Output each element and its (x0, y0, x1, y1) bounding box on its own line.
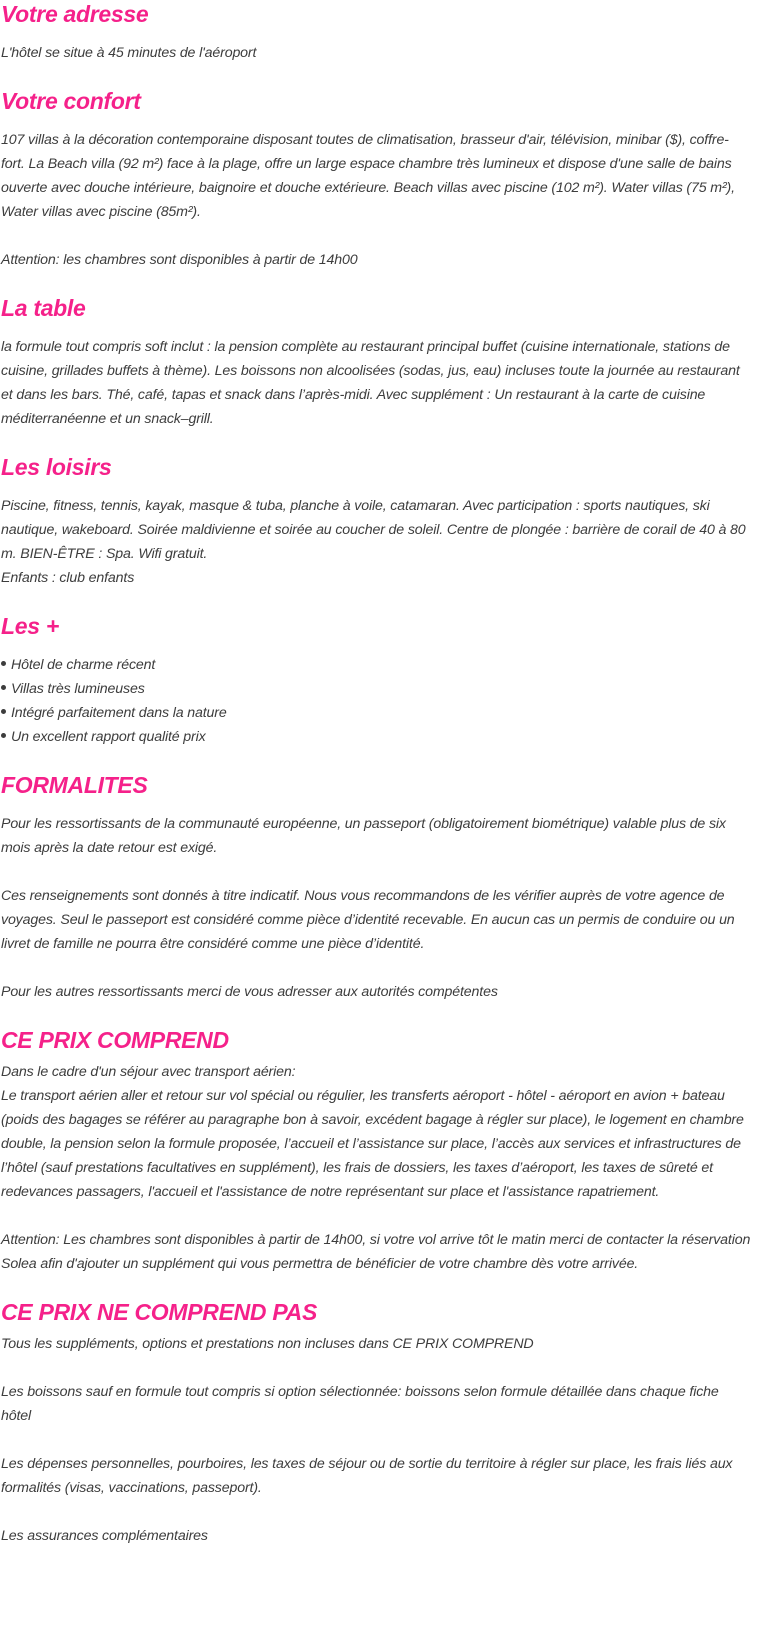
section-plus (1, 612, 751, 749)
confort-description: 107 villas à la décoration contemporaine disposant toutes de climatisation, brasseur d'air, télévision, minibar ($), coffre-fort. La Beach villa (92 m²) face à la plage, offre un large espace chambre très lumineux et dispose d'une salle de bains ouverte avec douche intérieure, baignoire et douche extérieure. Beach villas avec piscine (102 m²). Water villas (75 m²), Water villas avec piscine (85m²). (1, 132, 735, 220)
section-title-prix-comprend: CE PRIX COMPREND (1, 1027, 229, 1053)
bullet-icon (1, 733, 6, 738)
highlight-text: Hôtel de charme récent (11, 657, 156, 673)
table-description: la formule tout compris soft inclut : la pension complète au restaurant principal buffet (cuisine internationale, stations de cuisine, grillades buffets à thème). Les boissons non alcoolisées (sodas, jus, eau) incluses toute la journée au restaurant et dans les bars. Thé, café, tapas et snack dans l’après-midi. Avec supplément : Un restaurant à la carte de cuisine méditerranéenne et un snack–grill. (1, 339, 740, 427)
highlight-item (1, 653, 751, 677)
section-title-plus: Les + (1, 613, 59, 639)
comprend-intro: Dans le cadre d'un séjour avec transport aérien: (1, 1064, 296, 1080)
section-confort (1, 87, 751, 272)
section-prix-comprend (1, 1026, 751, 1276)
section-title-prix-ne-comprend-pas: CE PRIX NE COMPREND PAS (1, 1299, 317, 1325)
bullet-icon (1, 709, 6, 714)
ne-comprend-supplements: Tous les suppléments, options et prestations non incluses dans CE PRIX COMPREND (1, 1336, 534, 1352)
comprend-details: Le transport aérien aller et retour sur vol spécial ou régulier, les transferts aéroport - hôtel - aéroport en avion + bateau (poids des bagages se référer au paragraphe bon à savoir, excédent bagage à régler sur place), le logement en chambre double, la pension selon la formule proposée, l’accueil et l’assistance sur place, l’accès aux services et infrastructures de l’hôtel (sauf prestations facultatives en supplément), les frais de dossiers, les taxes d’aéroport, les taxes de sûreté et redevances passagers, l'accueil et l'assistance de notre représentant sur place et l'assistance rapatriement. (1, 1088, 744, 1200)
ne-comprend-assurances: Les assurances complémentaires (1, 1528, 208, 1544)
highlight-item (1, 701, 751, 725)
section-title-loisirs: Les loisirs (1, 454, 112, 480)
comprend-attention: Attention: Les chambres sont disponibles à partir de 14h00, si votre vol arrive tôt le matin merci de contacter la réservation Solea afin d'ajouter un supplément qui vous permettra de bénéficier de votre chambre dès votre arrivée. (1, 1232, 751, 1272)
section-title-adresse: Votre adresse (1, 1, 149, 27)
formalites-disclaimer: Ces renseignements sont donnés à titre indicatif. Nous vous recommandons de les vérifier auprès de votre agence de voyages. Seul le passeport est considéré comme pièce d’identité recevable. En aucun cas un permis de conduire ou un livret de famille ne pourra être considéré comme une pièce d’identité. (1, 888, 735, 952)
highlight-text: Villas très lumineuses (11, 681, 145, 697)
formalites-passport: Pour les ressortissants de la communauté européenne, un passeport (obligatoirement biométrique) valable plus de six mois après la date retour est exigé. (1, 816, 726, 856)
section-loisirs (1, 453, 751, 590)
loisirs-enfants: Enfants : club enfants (1, 570, 135, 586)
section-title-table: La table (1, 295, 86, 321)
confort-attention: Attention: les chambres sont disponibles à partir de 14h00 (1, 252, 358, 268)
loisirs-description: Piscine, fitness, tennis, kayak, masque & tuba, planche à voile, catamaran. Avec participation : sports nautiques, ski nautique, wakeboard. Soirée maldivienne et soirée au coucher de soleil. Centre de plongée : barrière de corail de 40 à 80 m. BIEN-ÊTRE : Spa. Wifi gratuit. (1, 498, 746, 562)
bullet-icon (1, 685, 6, 690)
highlight-text: Intégré parfaitement dans la nature (11, 705, 227, 721)
formalites-other: Pour les autres ressortissants merci de vous adresser aux autorités compétentes (1, 984, 498, 1000)
highlight-item (1, 725, 751, 749)
ne-comprend-boissons: Les boissons sauf en formule tout compris si option sélectionnée: boissons selon formule détaillée dans chaque fiche hôtel (1, 1384, 719, 1424)
section-table (1, 294, 751, 431)
section-prix-ne-comprend-pas (1, 1298, 751, 1548)
section-title-confort: Votre confort (1, 88, 141, 114)
highlight-item (1, 677, 751, 701)
highlights-list (1, 653, 751, 749)
ne-comprend-depenses: Les dépenses personnelles, pourboires, les taxes de séjour ou de sortie du territoire à régler sur place, les frais liés aux formalités (visas, vaccinations, passeport). (1, 1456, 733, 1496)
adresse-text: L'hôtel se situe à 45 minutes de l'aéroport (1, 45, 257, 61)
section-formalites (1, 771, 751, 1004)
highlight-text: Un excellent rapport qualité prix (11, 729, 206, 745)
section-adresse (1, 0, 751, 65)
bullet-icon (1, 661, 6, 666)
section-title-formalites: FORMALITES (1, 772, 148, 798)
